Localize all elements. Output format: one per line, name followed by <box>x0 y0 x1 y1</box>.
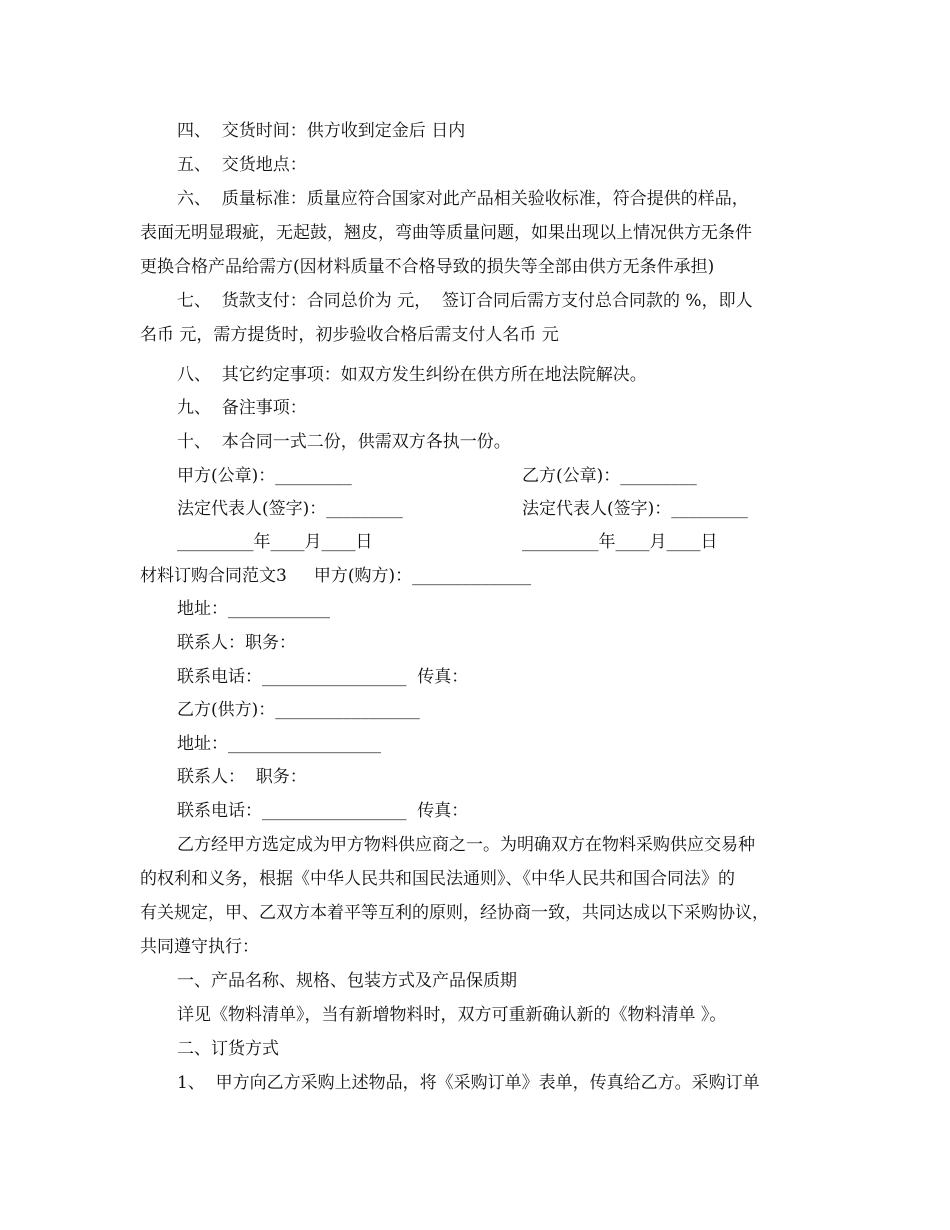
clause-other: 八、 其它约定事项：如双方发生纠纷在供方所在地法院解决。 <box>177 365 647 385</box>
section2-item1: 1、 甲方向乙方采购上述物品，将《采购订单》表单，传真给乙方。采购订单 <box>177 1073 760 1093</box>
clause-payment-line1: 七、 货款支付：合同总价为 元， 签订合同后需方支付总合同款的 %，即人 <box>177 291 753 311</box>
clause-quality-line2: 表面无明显瑕疵，无起鼓，翘皮，弯曲等质量问题，如果出现以上情况供方无条件 <box>140 223 752 243</box>
party-b-supplier: 乙方(供方)：_________________ <box>177 700 420 720</box>
clause-quality-line3: 更换合格产品给需方(因材料质量不合格导致的损失等全部由供方无条件承担) <box>140 257 715 277</box>
party-b-representative: 法定代表人(签字)：_________ <box>522 499 748 519</box>
intro-line1: 乙方经甲方选定成为甲方物料供应商之一。为明确双方在物料采购供应交易种 <box>177 835 755 855</box>
party-a-address: 地址：____________ <box>177 599 330 619</box>
party-a-seal: 甲方(公章)：_________ <box>177 466 352 486</box>
clause-remarks: 九、 备注事项： <box>177 398 307 418</box>
party-a-contact: 联系人：职务： <box>177 633 296 653</box>
clause-payment-line2: 名币 元，需方提货时，初步验收合格后需支付人名币 元 <box>140 325 559 345</box>
party-b-contact: 联系人： 职务： <box>177 767 307 787</box>
party-b-phone: 联系电话：_________________ 传真： <box>177 801 469 821</box>
intro-line2: 的权利和义务，根据《中华人民共和国民法通则》、《中华人民共和国合同法》的 <box>140 869 735 889</box>
party-a-representative: 法定代表人(签字)：_________ <box>177 499 403 519</box>
intro-line3: 有关规定，甲、乙双方本着平等互利的原则，经协商一致，共同达成以下采购协议， <box>140 903 769 923</box>
clause-quality-line1: 六、 质量标准：质量应符合国家对此产品相关验收标准，符合提供的样品， <box>177 189 749 209</box>
section1-body: 详见《物料清单》，当有新增物料时，双方可重新确认新的《物料清单 》。 <box>177 1005 727 1025</box>
clause-delivery-place: 五、 交货地点： <box>177 155 307 175</box>
party-b-date: _________年____月____日 <box>522 532 718 552</box>
party-a-phone: 联系电话：_________________ 传真： <box>177 667 469 687</box>
party-a-date: _________年____月____日 <box>177 532 373 552</box>
section2-title: 二、订货方式 <box>177 1039 279 1059</box>
party-b-address: 地址：__________________ <box>177 734 381 754</box>
party-b-seal: 乙方(公章)：_________ <box>522 466 697 486</box>
clause-copies: 十、 本合同一式二份，供需双方各执一份。 <box>177 432 511 452</box>
section1-title: 一、产品名称、规格、包装方式及产品保质期 <box>177 971 517 991</box>
intro-line4: 共同遵守执行： <box>140 937 259 957</box>
clause-delivery-time: 四、 交货时间：供方收到定金后 日内 <box>177 121 466 141</box>
contract3-header: 材料订购合同范文3 甲方(购方)：______________ <box>140 566 532 586</box>
